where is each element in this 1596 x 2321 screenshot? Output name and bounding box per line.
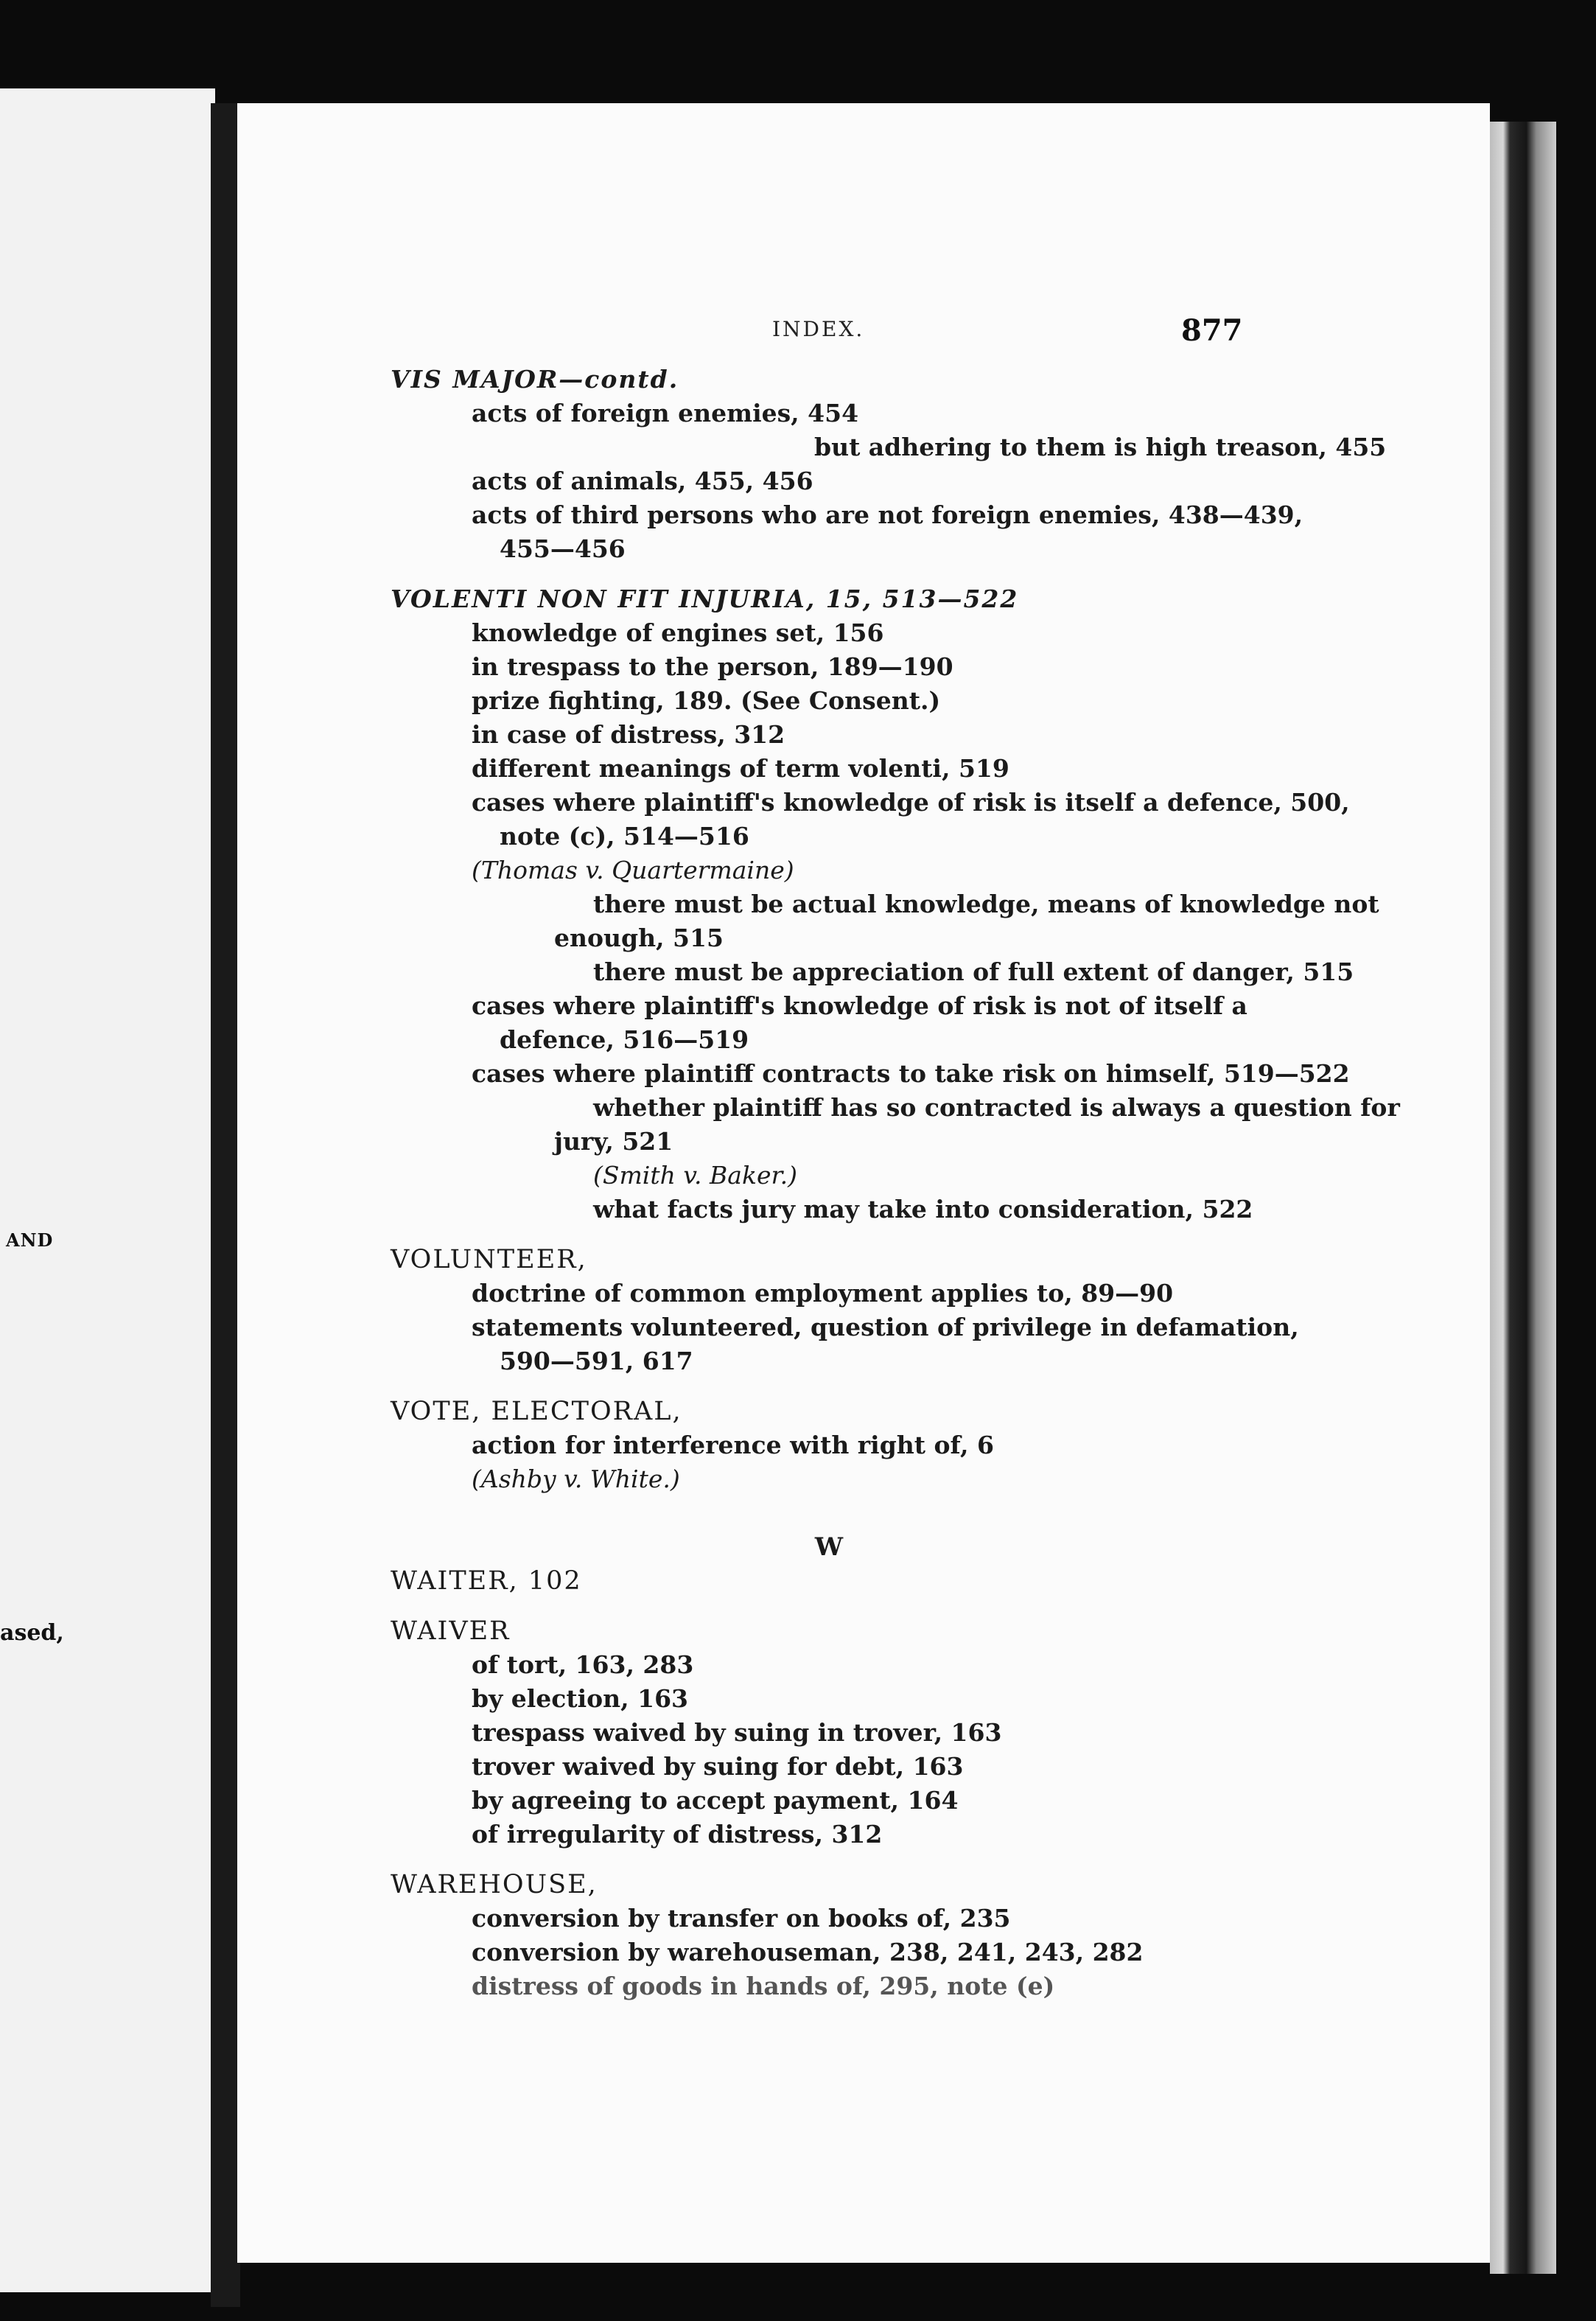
index-entry: cases where plaintiff's knowledge of risk is not of itself a bbox=[472, 991, 1247, 1020]
index-entry: knowledge of engines set, 156 bbox=[472, 618, 884, 647]
index-heading: VIS MAJOR—contd. bbox=[391, 365, 679, 394]
index-entry: conversion by transfer on books of, 235 bbox=[472, 1904, 1011, 1933]
index-entry: jury, 521 bbox=[554, 1127, 673, 1156]
index-entry: in trespass to the person, 189—190 bbox=[472, 652, 953, 681]
index-heading: VOTE, ELECTORAL, bbox=[391, 1397, 682, 1426]
index-entry: acts of foreign enemies, 454 bbox=[472, 399, 859, 427]
index-entry: trover waived by suing for debt, 163 bbox=[472, 1752, 964, 1781]
facing-page-fragment-ased: ased, bbox=[0, 1620, 64, 1646]
index-heading: WAREHOUSE, bbox=[391, 1870, 598, 1899]
index-entry: acts of animals, 455, 456 bbox=[472, 467, 813, 495]
index-entry: defence, 516—519 bbox=[500, 1025, 749, 1054]
index-entry: by election, 163 bbox=[472, 1684, 689, 1713]
index-entry: prize fighting, 189. (See Consent.) bbox=[472, 686, 941, 715]
index-entry: different meanings of term volenti, 519 bbox=[472, 754, 1009, 783]
spacer bbox=[383, 1226, 1231, 1243]
index-entry: cases where plaintiff's knowledge of risk is itself a defence, 500, bbox=[472, 788, 1350, 817]
index-entry: of irregularity of distress, 312 bbox=[472, 1820, 883, 1849]
index-entry: whether plaintiff has so contracted is always a question for bbox=[593, 1093, 1400, 1122]
index-entry: of tort, 163, 283 bbox=[472, 1650, 694, 1679]
index-entry: (Ashby v. White.) bbox=[472, 1465, 680, 1493]
page-number: 877 bbox=[1181, 313, 1243, 348]
index-heading: VOLUNTEER, bbox=[391, 1245, 587, 1274]
index-entry: cases where plaintiff contracts to take risk on himself, 519—522 bbox=[472, 1059, 1350, 1088]
index-entry: in case of distress, 312 bbox=[472, 720, 785, 749]
index-entry: acts of third persons who are not foreign enemies, 438—439, bbox=[472, 500, 1303, 529]
index-entry: 455—456 bbox=[500, 534, 626, 563]
spacer bbox=[383, 1496, 1231, 1530]
index-entry: enough, 515 bbox=[554, 924, 724, 952]
facing-page-fragment-and: AND bbox=[6, 1229, 54, 1251]
book-gutter bbox=[211, 103, 240, 2307]
index-heading: WAITER, 102 bbox=[391, 1566, 582, 1596]
index-entry: trespass waived by suing in trover, 163 bbox=[472, 1718, 1002, 1747]
spacer bbox=[383, 1851, 1231, 1868]
index-heading: WAIVER bbox=[391, 1616, 511, 1646]
index-entry: statements volunteered, question of privilege in defamation, bbox=[472, 1313, 1299, 1341]
running-header: INDEX. bbox=[772, 317, 865, 341]
index-entry: action for interference with right of, 6 bbox=[472, 1431, 994, 1459]
index-entry: (Thomas v. Quartermaine) bbox=[472, 856, 794, 884]
index-entry: note (c), 514—516 bbox=[500, 822, 749, 851]
section-letter: W bbox=[814, 1532, 844, 1562]
index-entry: but adhering to them is high treason, 455 bbox=[814, 433, 1387, 461]
index-entry: by agreeing to accept payment, 164 bbox=[472, 1786, 959, 1815]
facing-page-edge bbox=[0, 88, 215, 2292]
index-heading: VOLENTI NON FIT INJURIA, 15, 513—522 bbox=[391, 584, 1019, 613]
page-edge-strip bbox=[1490, 122, 1556, 2274]
index-entry: (Smith v. Baker.) bbox=[593, 1161, 798, 1190]
spacer bbox=[383, 1598, 1231, 1614]
index-entry: distress of goods in hands of, 295, note (e) bbox=[472, 1972, 1055, 2000]
index-entry: there must be actual knowledge, means of knowledge not bbox=[593, 890, 1379, 918]
index-entry: there must be appreciation of full extent of danger, 515 bbox=[593, 957, 1354, 986]
index-entries bbox=[383, 363, 1400, 2003]
index-entry: what facts jury may take into consideration, 522 bbox=[593, 1195, 1253, 1224]
index-entry: conversion by warehouseman, 238, 241, 243, 282 bbox=[472, 1938, 1144, 1966]
spacer bbox=[383, 566, 1231, 582]
index-entry: 590—591, 617 bbox=[500, 1347, 693, 1375]
spacer bbox=[383, 1378, 1231, 1395]
index-entry: doctrine of common employment applies to, 89—90 bbox=[472, 1279, 1174, 1308]
